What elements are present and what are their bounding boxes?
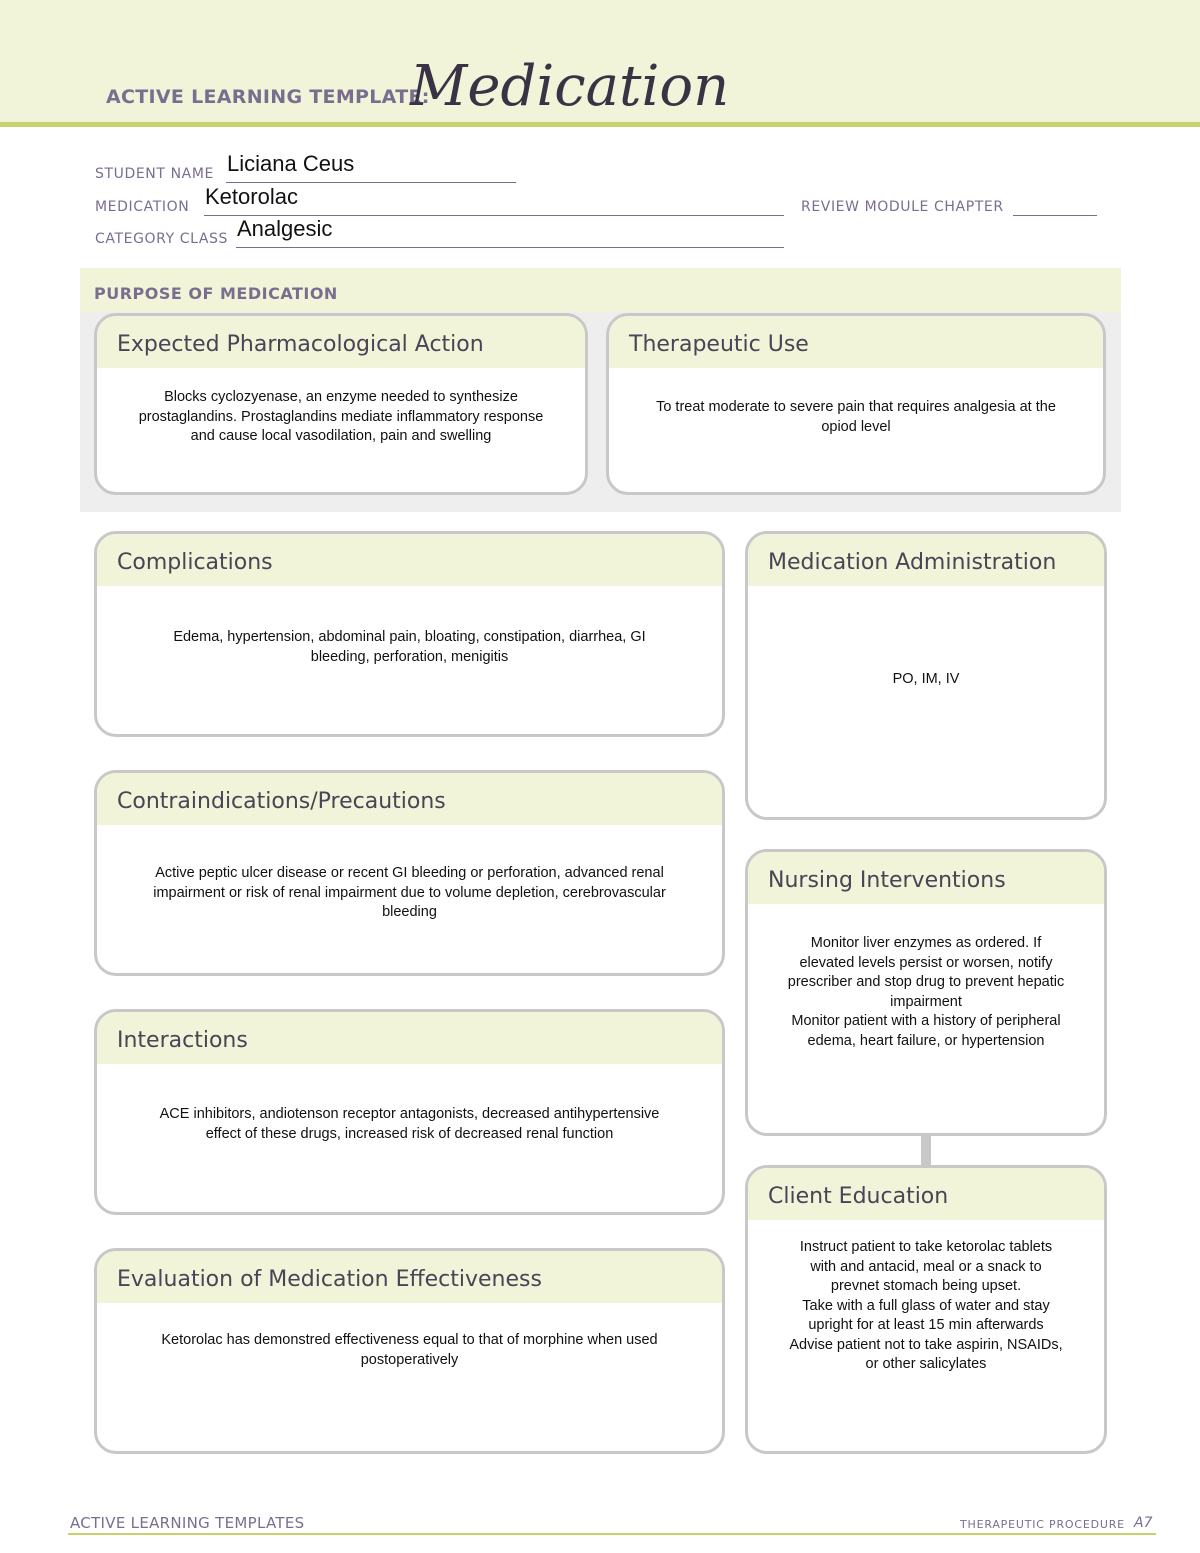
medication-administration-box	[745, 531, 1107, 820]
header-rule	[0, 122, 1200, 127]
footer-right: THERAPEUTIC PROCEDURE	[960, 1518, 1125, 1531]
box-connector	[921, 1134, 931, 1168]
complications-box	[94, 531, 725, 737]
nursing-interventions-title: Nursing Interventions	[768, 868, 1006, 893]
page-title: Medication	[410, 54, 730, 119]
contraindications-text[interactable]: Active peptic ulcer disease or recent GI bleeding or perforation, advanced renal impairment or risk of renal impairment due to volume depletion, cerebrovascular bleeding	[153, 865, 666, 920]
client-education-title: Client Education	[768, 1184, 949, 1209]
evaluation-box	[94, 1248, 725, 1454]
nursing-interventions-box	[745, 849, 1107, 1136]
therapeutic-use-text[interactable]: To treat moderate to severe pain that requires analgesia at the opiod level	[656, 399, 1056, 435]
medication-administration-text[interactable]: PO, IM, IV	[892, 671, 960, 687]
evaluation-title: Evaluation of Medication Effectiveness	[117, 1267, 542, 1292]
contraindications-title: Contraindications/Precautions	[117, 789, 446, 814]
client-education-text[interactable]: Instruct patient to take ketorolac tablets with and antacid, meal or a snack to prevnet stomach being upset. Take with a full glass of water and stay upright for at least 15 min afterwards Advise patient not to take aspirin, NSAIDs, or other salicylates	[789, 1239, 1063, 1372]
client-education-box	[745, 1165, 1107, 1454]
interactions-text[interactable]: ACE inhibitors, andiotenson receptor antagonists, decreased antihypertensive effect of these drugs, increased risk of decreased renal function	[159, 1106, 660, 1142]
footer-left: ACTIVE LEARNING TEMPLATES	[70, 1514, 305, 1532]
category-class-field[interactable]: Analgesic	[237, 216, 333, 241]
medication-field[interactable]: Ketorolac	[205, 184, 298, 209]
therapeutic-use-title: Therapeutic Use	[629, 332, 809, 357]
category-class-label: CATEGORY CLASS	[95, 231, 229, 247]
medication-label: MEDICATION	[95, 199, 190, 215]
contraindications-box	[94, 770, 725, 976]
complications-title: Complications	[117, 550, 273, 575]
purpose-label: PURPOSE OF MEDICATION	[94, 284, 338, 303]
expected-action-box	[94, 313, 588, 495]
page-number: A7	[1134, 1515, 1153, 1531]
footer-rule	[68, 1533, 1156, 1535]
student-name-field[interactable]: Liciana Ceus	[227, 151, 355, 176]
review-module-field[interactable]	[1013, 197, 1097, 216]
therapeutic-use-box	[606, 313, 1106, 495]
medication-administration-title: Medication Administration	[768, 550, 1057, 575]
complications-text[interactable]: Edema, hypertension, abdominal pain, bloating, constipation, diarrhea, GI bleeding, perforation, menigitis	[173, 629, 646, 665]
expected-action-text[interactable]: Blocks cyclozyenase, an enzyme needed to synthesize prostaglandins. Prostaglandins mediate inflammatory response and cause local vasodilation, pain and swelling	[138, 389, 544, 444]
interactions-title: Interactions	[117, 1028, 248, 1053]
nursing-interventions-text[interactable]: Monitor liver enzymes as ordered. If elevated levels persist or worsen, notify prescriber and stop drug to prevent hepatic impairment Monitor patient with a history of peripheral edema, heart failure, or hypertension	[787, 935, 1065, 1049]
student-name-label: STUDENT NAME	[95, 166, 214, 182]
interactions-box	[94, 1009, 725, 1215]
expected-action-title: Expected Pharmacological Action	[117, 332, 484, 357]
review-module-label: REVIEW MODULE CHAPTER	[801, 199, 1004, 215]
evaluation-text[interactable]: Ketorolac has demonstred effectiveness equal to that of morphine when used postoperatively	[161, 1332, 658, 1368]
template-label: ACTIVE LEARNING TEMPLATE:	[106, 86, 430, 108]
